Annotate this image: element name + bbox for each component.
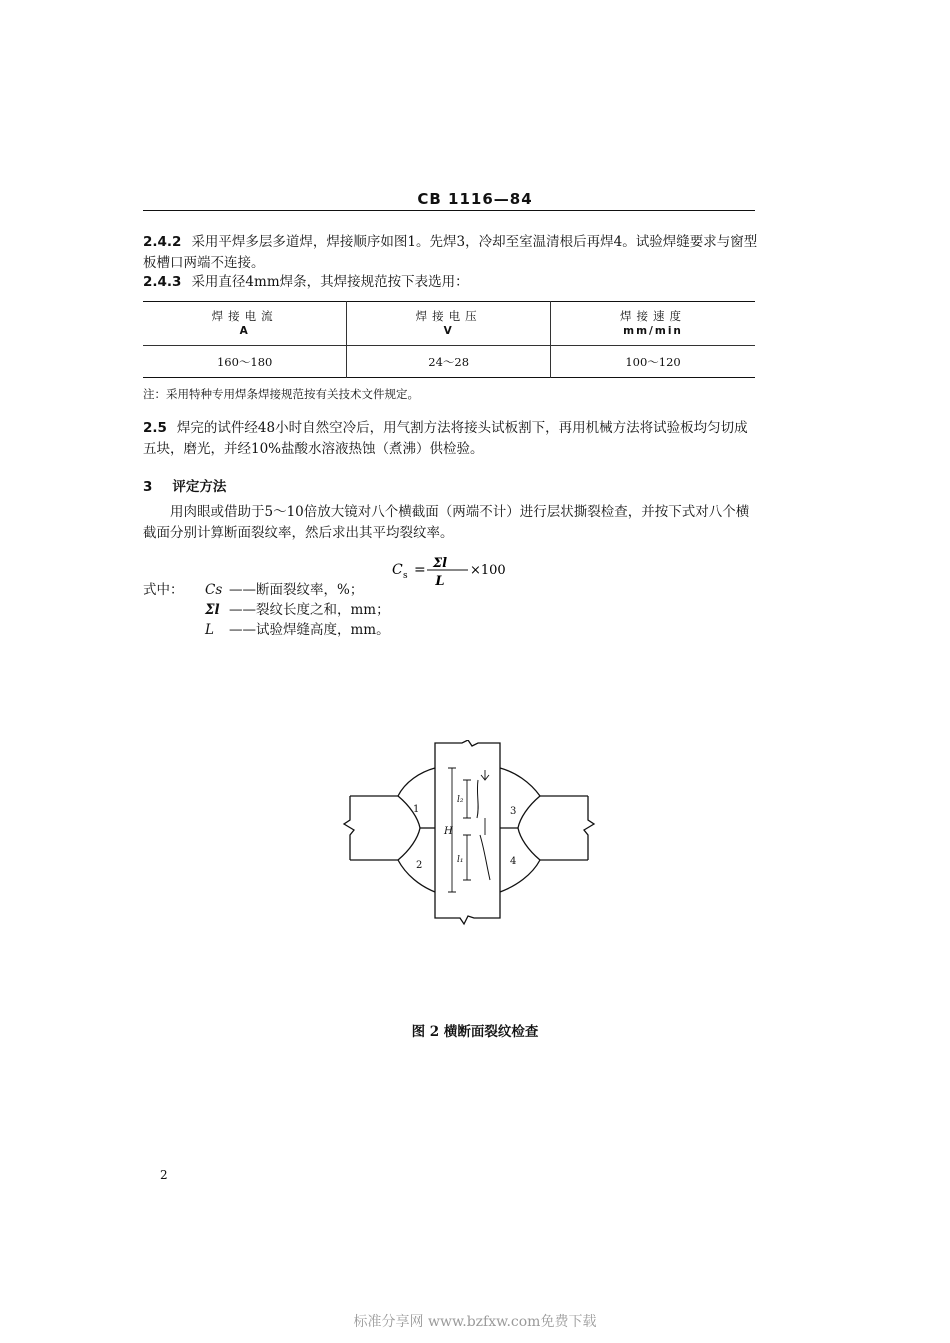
dim-label: l₁ [457,855,464,865]
table-cell: 100～120 [551,346,755,378]
variable-row [143,620,390,640]
variable-symbol: Cs [205,582,223,598]
section-title: 评定方法 [172,479,227,495]
dimension-l1-line [463,835,471,880]
section-3-paragraph: 用肉眼或借助于5～10倍放大镜对八个横截面（两端不计）进行层状撕裂检查，并按下式对八个横截面分别计算断面裂纹率，然后求出其平均裂纹率。 [143,504,750,541]
formula-factor: ×100 [470,563,506,578]
variables-label: 式中： [143,582,184,598]
welding-spec-table [143,301,755,378]
variable-row [143,580,390,600]
table-row [143,346,755,378]
section-number: 2.5 [143,420,167,436]
crack-lines [477,780,490,880]
header-unit: V [443,324,454,337]
vertical-plate-top [435,740,500,768]
watermark: 标准分享网 www.bzfxw.com免费下载 [353,1314,597,1330]
table-note: 注：采用特种专用焊条焊接规范按有关技术文件规定。 [143,387,419,401]
right-plate [540,796,594,860]
dimension-l2-line [463,780,471,818]
header-speed [551,302,755,346]
header-label: 焊接电流 [211,308,278,323]
variable-row [143,600,390,620]
section-2-5 [143,418,758,460]
dim-label: l₂ [457,795,464,805]
formula-equals: = [414,562,426,578]
header-unit: A [239,324,250,337]
vertical-plate-bottom [435,892,500,924]
section-2-4-3 [143,272,758,293]
formula-denominator: L [435,574,445,589]
section-text: 采用直径4mm焊条，其焊接规范按下表选用： [191,274,469,290]
section-number: 3 [143,479,153,495]
section-3-heading [143,475,226,495]
section-text: 焊完的试件经48小时自然空冷后，用气割方法将接头试板割下，再用机械方法将试验板均匀切成五块，磨光，并经10%盐酸水溶液热蚀（煮沸）供检验。 [143,420,748,457]
formula-lhs: C [392,562,403,578]
weld-label: 2 [416,860,423,871]
section-text: 采用平焊多层多道焊，焊接顺序如图1。先焊3，冷却至室温清根后再焊4。试验焊缝要求与窗型板槽口两端不连接。 [143,234,758,271]
section-number: 2.4.2 [143,234,182,250]
page-number: 2 [160,1168,168,1182]
standard-code: CB 1116—84 [417,190,533,208]
right-weld-outline [500,768,540,892]
variable-symbol: L [205,622,214,638]
figure-caption: 图 2 横断面裂纹检查 [411,1024,539,1040]
weld-label: 1 [413,804,420,815]
weld-label: 4 [510,856,517,867]
variable-symbol: Σl [205,602,220,618]
formula-numerator: Σl [432,556,448,571]
header-label: 焊接电压 [415,308,482,323]
header-current [143,302,347,346]
formula-subscript: s [403,571,408,581]
section-2-4-2 [143,232,758,274]
dim-label: H [444,826,453,837]
variable-desc: ——裂纹长度之和，mm； [229,602,390,618]
header-unit: mm/min [623,324,683,337]
section-number: 2.4.3 [143,274,182,290]
variable-desc: ——试验焊缝高度，mm。 [229,622,390,638]
weld-label: 3 [510,806,517,817]
left-weld-outline [398,768,435,892]
header-label: 焊接速度 [620,308,687,323]
header-voltage [347,302,551,346]
variable-desc: ——断面裂纹率，%； [229,582,364,598]
table-cell: 24～28 [347,346,551,378]
left-plate [344,796,398,860]
variable-definitions [143,580,390,640]
header-rule [143,210,755,211]
cross-section-figure [340,740,620,930]
table-cell: 160～180 [216,354,273,369]
table-header-row [143,302,755,346]
